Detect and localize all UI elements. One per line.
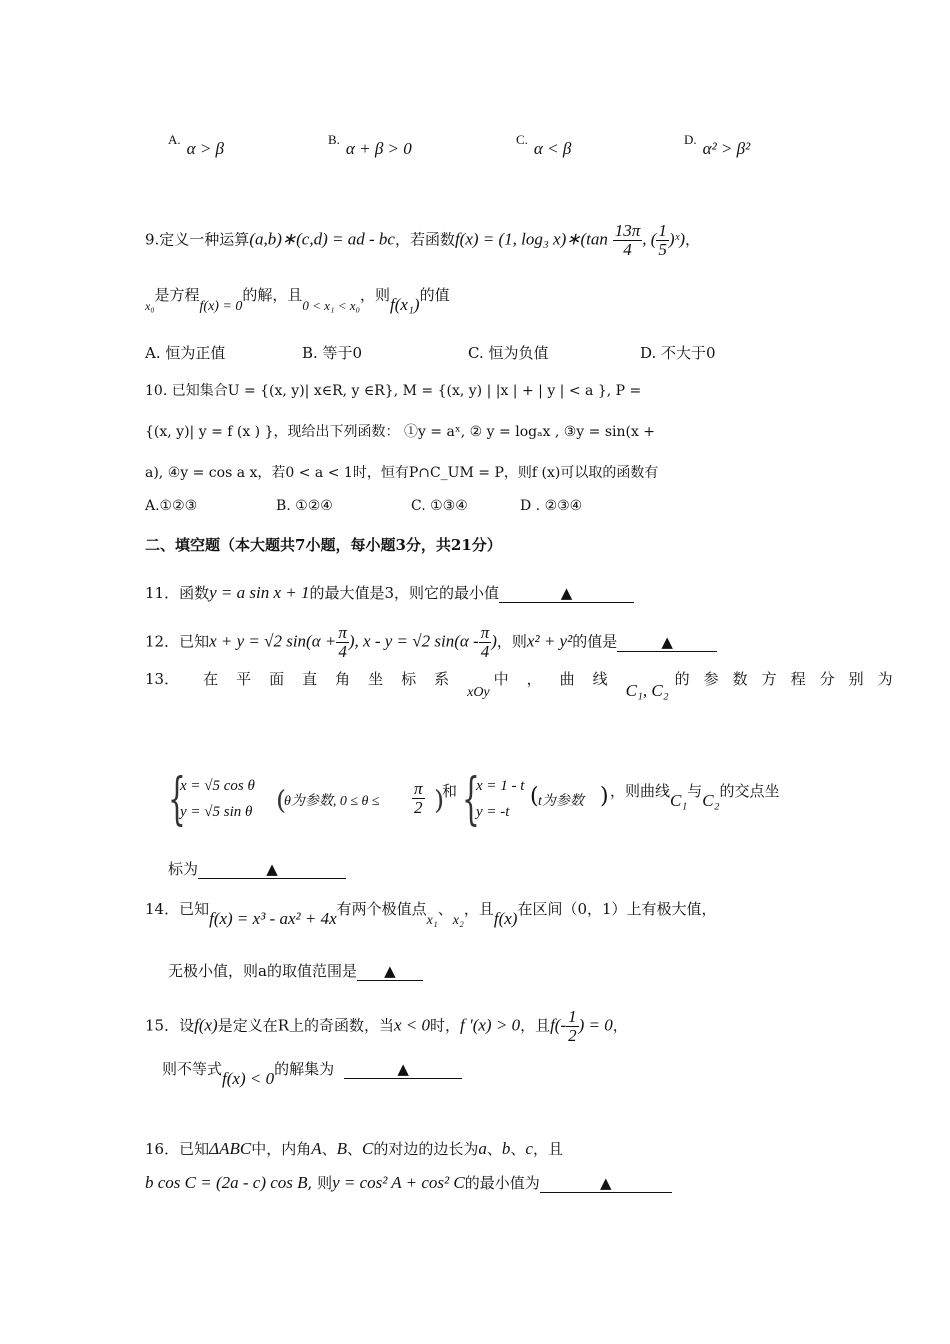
q13-system1-line2: y = √5 sin θ [180,804,253,820]
q9-option-d: D. 不大于0 [640,344,716,362]
q13-close-paren-2: ) [600,784,609,809]
q10-option-a: A.①②③ [145,498,198,514]
q9-line2-c: ，则 [360,286,391,304]
q8-option-b [328,132,412,159]
q9-line2-d: 的值 [419,286,450,304]
q9-fraction-1-5: $\frac{1}{5}$ [658,221,667,259]
q13-c2: C₂ [702,791,720,810]
q13-system2-line1: x = 1 - t [476,778,525,794]
q13-curves: C₁, C₂ [625,681,669,700]
q14-line2-text: 无极小值，则a的取值范围是 [168,962,357,980]
q14-tail: 在区间（0，1）上有极大值， [517,900,717,918]
q8-option-c [516,132,571,159]
q14-line-2 [168,960,423,981]
q16-line1-c: ，且 [532,1140,563,1158]
q13-tail-text: 的交点坐 [719,782,780,800]
q13-line3-text: 标为 [168,860,199,878]
q13-text-a: 在平面直角坐标系 [203,670,468,688]
q9-func2: , ( [642,229,657,249]
q16-angle-b: B [336,1139,347,1158]
q14-fx: f(x) [493,909,518,928]
q16-line2-expr2: y = cos² A + cos² C [332,1173,465,1192]
q16-sep-4: 、 [510,1140,526,1158]
q14-sep: 、 [437,900,453,918]
q12-expr2: ), x - y = √2 sin(α - [348,631,479,651]
q8-option-a-expr: α > β [186,139,225,158]
q12-fraction-1: $\frac{\pi}{4}$ [338,623,347,661]
q14-mid2: ，且 [463,900,494,918]
triangle-icon: ▲ [397,1060,409,1078]
q10-option-c: C. ①③④ [411,498,468,514]
q9-fraction-13pi-4: $\frac{13\pi}{4}$ [614,221,641,259]
q11-answer-blank[interactable] [499,584,634,603]
q9-fx1: f(x₁) [390,295,420,314]
q8-option-a-label: A. [168,132,181,147]
q15-fraction-1-2: $\frac{1}{2}$ [568,1007,577,1045]
q16-side-b: b [501,1139,511,1158]
q15-deriv: f ′(x) > 0 [460,1015,521,1035]
q13-system2-line2: y = -t [476,804,510,820]
q11-suffix: 的最大值是3，则它的最小值 [309,584,500,602]
q15-cond: x < 0 [393,1015,431,1035]
q15-line-2 [162,1058,462,1089]
q8-option-c-label: C. [516,132,528,147]
q9-end: ， [685,230,701,249]
q10-line-2: {(x, y)| y = f (x ) }，现给出下列函数： ①y = aˣ, ② y = logₐx , ③y = sin(x + [145,424,656,440]
q13-open-paren-1: ( [276,786,287,816]
q8-option-c-expr: α < β [533,139,572,158]
q9-func: f(x) = (1, log₃ x)∗(tan [454,229,608,249]
q13-tail [610,780,780,811]
q15-line2-a: 则不等式 [162,1060,223,1078]
q11-line [145,582,634,603]
q9-equation: f(x) = 0 [199,299,243,314]
q14-x2: x₂ [452,913,464,928]
q13-left-brace-2: { [462,767,480,832]
q12-answer-blank[interactable] [617,633,717,652]
q15-c: ，且 [520,1016,551,1035]
q14-x1: x₁ [426,913,438,928]
q11-prefix: 11．函数 [145,584,210,602]
q16-angle-a: A [311,1139,322,1158]
q9-op-def: (a,b)∗(c,d) = ad - bc [249,229,395,249]
q9-prefix: 9.定义一种运算 [145,230,250,249]
q14-line-1 [145,898,717,929]
q8-option-d [684,132,750,159]
q15-line2-expr: f(x) < 0 [222,1069,275,1088]
q14-prefix: 14．已知 [145,900,210,918]
triangle-icon: ▲ [266,860,278,878]
q9-option-c: C. 恒为负值 [468,344,549,362]
q13-close-paren-1: ) [434,786,445,816]
q16-side-c: c [525,1139,533,1158]
q15-line-1 [145,1008,628,1045]
q16-sep-3: 、 [486,1140,502,1158]
q9-func3: )ˣ) [668,229,686,249]
q15-end: ， [612,1016,628,1035]
q16-answer-blank[interactable] [540,1174,672,1193]
q15-fx: f(x) [194,1015,218,1035]
q10-line-1: 10. 已知集合U = {(x, y)| x∈R, y ∈R}, M = {(x, y) | |x | + | y | < a }, P = [145,383,642,399]
q15-fhalf2: ) = 0 [578,1015,613,1035]
q12-expr3: ) [491,631,497,651]
q16-angle-c: C [362,1139,374,1158]
q13-system2-param: t为参数 [538,794,584,809]
q14-mid: 有两个极值点 [336,900,427,918]
q16-prefix: 16．已知 [145,1140,210,1158]
q16-sep-2: 、 [347,1140,363,1158]
q8-option-b-label: B. [328,132,340,147]
q16-triangle: ΔABC [209,1139,252,1158]
q10-line-3: a), ④y = cos a x，若0 < a < 1时，恒有P∩C_UM = P，则f (x)可以取的函数有 [145,465,659,481]
q16-sep-1: 、 [321,1140,337,1158]
q13-left-brace-1: { [168,767,186,832]
q8-option-d-expr: α² > β² [702,139,751,158]
q9-inequality: 0 < x₁ < x₀ [302,298,361,313]
q9-option-b: B. 等于0 [302,344,363,362]
q15-fhalf: f(- [550,1015,567,1035]
q13-line-3 [168,858,346,879]
q13-c1: C₁ [670,791,688,810]
q9-x0: x₀ [145,299,155,313]
q13-text-b: 中，曲线 [493,670,626,688]
q16-line2-expr: b cos C = (2a - c) cos B [145,1173,308,1192]
q12-mid: ，则 [496,632,527,651]
q8-option-b-expr: α + β > 0 [345,139,412,158]
q9-line2-b: 的解，且 [242,286,303,304]
q12-expr1: x + y = √2 sin(α + [209,631,337,651]
q8-option-a [168,132,224,159]
q12-expr4: x² + y² [526,631,573,651]
q12-fraction-2: $\frac{\pi}{4}$ [480,623,490,661]
q16-line1-a: 中，内角 [251,1140,312,1158]
q16-line-1 [145,1138,563,1159]
q13-with: 与 [687,782,703,800]
triangle-icon: ▲ [599,1174,612,1192]
q13-and: 和 [442,782,458,800]
triangle-icon: ▲ [560,584,573,602]
q13-text-c: 的参数方程分别为 [674,670,907,688]
q13-system1-param: θ为参数, 0 ≤ θ ≤ [284,794,380,809]
q13-open-paren-2: ( [530,784,539,809]
q16-line1-b: 的对边的边长为 [373,1140,479,1158]
q15-answer-blank[interactable] [344,1060,462,1079]
q14-answer-blank[interactable] [357,962,423,981]
q9-option-a: A. 恒为正值 [145,344,226,362]
q13-system1-pi-over-2: $\frac{\pi}{2}$ [414,779,423,817]
q9-line-2 [145,284,450,315]
q16-line-2 [145,1172,672,1193]
q9-mid: ，若函数 [394,230,455,249]
q11-expr: y = a sin x + 1 [209,583,310,602]
q12-prefix: 12．已知 [145,632,210,651]
q15-b: 时， [430,1016,461,1035]
q12-line [145,624,717,661]
q10-option-b: B. ①②④ [276,498,333,514]
triangle-icon: ▲ [661,632,673,651]
q9-line-1 [145,222,700,259]
q9-line2-a: 是方程 [154,286,200,304]
q13-line-1 [145,668,907,701]
q16-line2-a: , 则 [307,1174,333,1192]
q13-answer-blank[interactable] [198,860,346,879]
q14-expr: f(x) = x³ - ax² + 4x [209,909,337,928]
q15-a: 是定义在R上的奇函数，当 [217,1016,394,1035]
q13-xoy: xOy [467,685,490,700]
q16-line2-b: 的最小值为 [464,1174,540,1192]
triangle-icon: ▲ [384,962,396,980]
q12-suffix: 的值是 [572,632,618,651]
q8-option-d-label: D. [684,132,697,147]
q13-number: 13． [145,670,180,688]
section-2-title: 二、填空题（本大题共7小题，每小题3分，共21分） [145,536,502,554]
q13-then: ，则曲线 [610,782,671,800]
q10-option-d: D . ②③④ [520,498,583,514]
q16-side-a: a [478,1139,487,1158]
q13-system1-line1: x = √5 cos θ [180,778,255,794]
q15-prefix: 15．设 [145,1016,195,1035]
q15-line2-b: 的解集为 [274,1060,335,1078]
